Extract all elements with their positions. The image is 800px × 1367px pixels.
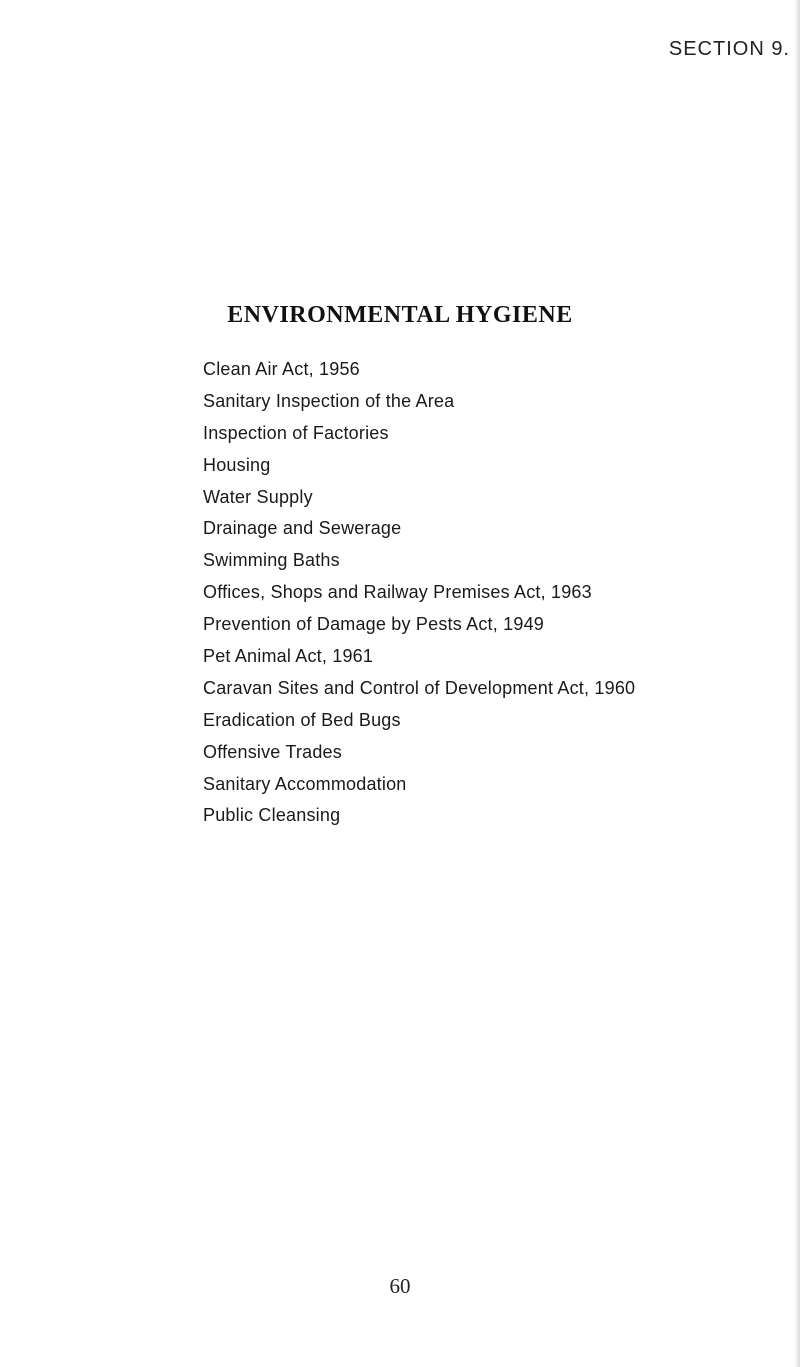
list-item: Caravan Sites and Control of Development Act, 1960 [203, 677, 636, 698]
list-item: Prevention of Damage by Pests Act, 1949 [203, 614, 544, 635]
section-label: SECTION 9. [668, 38, 790, 60]
list-item: Sanitary Accommodation [203, 773, 407, 794]
list-item: Drainage and Sewerage [203, 518, 402, 539]
list-item: Offensive Trades [203, 741, 342, 762]
contents-list [203, 354, 635, 832]
page-number: 60 [389, 1274, 411, 1298]
list-item: Water Supply [203, 486, 313, 507]
list-item: Swimming Baths [203, 550, 340, 571]
list-item: Clean Air Act, 1956 [203, 359, 360, 379]
list-item: Pet Animal Act, 1961 [203, 646, 374, 667]
list-item: Housing [203, 454, 271, 475]
list-item: Inspection of Factories [203, 422, 389, 443]
list-item: Offices, Shops and Railway Premises Act, 1963 [203, 582, 592, 603]
list-item: Sanitary Inspection of the Area [203, 390, 455, 411]
list-item: Eradication of Bed Bugs [203, 709, 401, 730]
list-item: Public Cleansing [203, 805, 341, 826]
page-title: ENVIRONMENTAL HYGIENE [227, 302, 573, 328]
page-edge-shadow [794, 0, 800, 1367]
